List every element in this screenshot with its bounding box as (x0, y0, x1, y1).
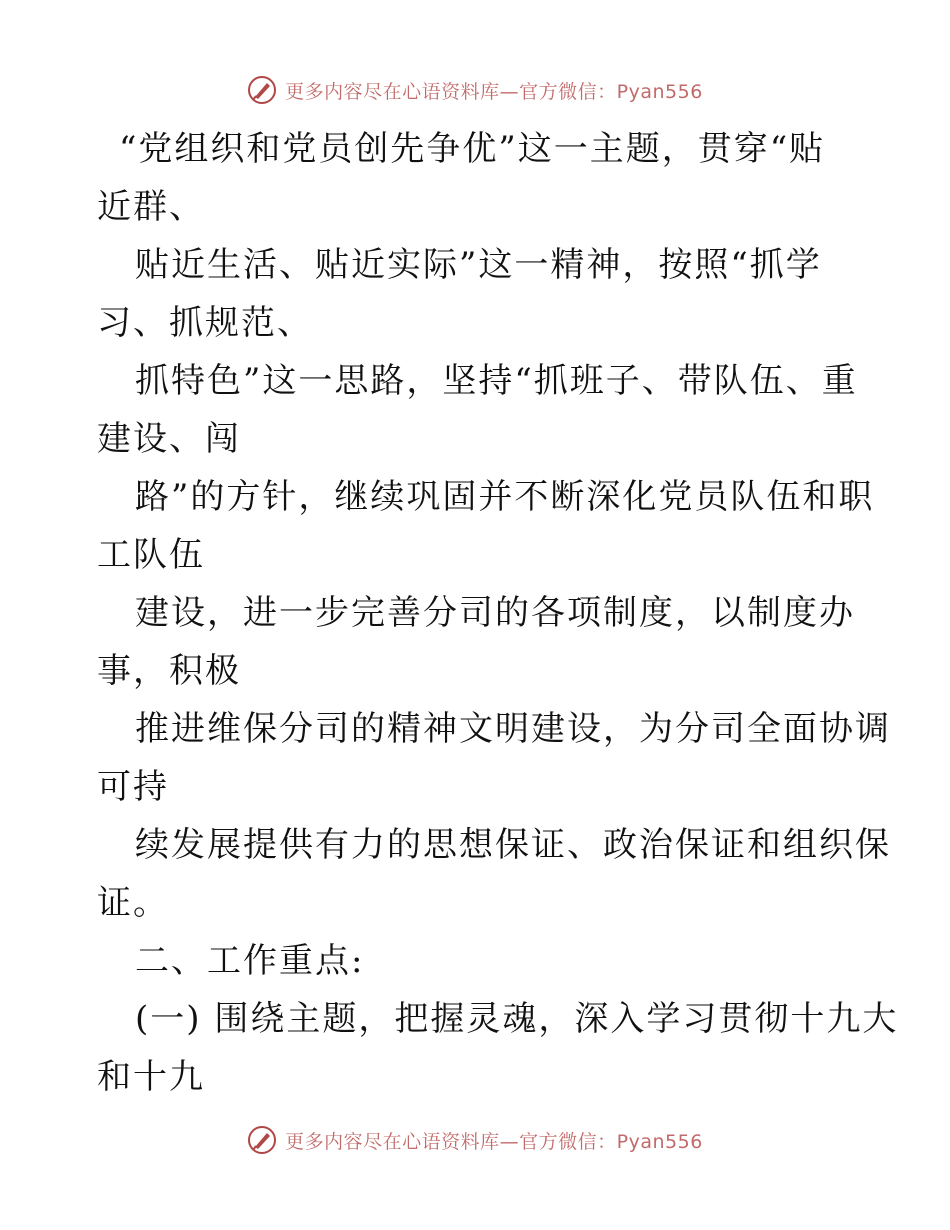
text-line: 贴近生活、贴近实际”这一精神，按照“抓学 (135, 245, 822, 285)
text-line: 续发展提供有力的思想保证、政治保证和组织保 (135, 825, 891, 865)
text-line: 可持 (97, 767, 169, 807)
text-line: 近群、 (97, 187, 205, 227)
text-line: 事，积极 (97, 651, 241, 691)
footer-watermark (0, 1120, 950, 1160)
text-line: 证。 (97, 883, 169, 923)
watermark-text: 更多内容尽在心语资料库—官方微信：Pyan556 (285, 1130, 703, 1153)
header-watermark (0, 70, 950, 110)
quill-pen-logo-icon (247, 1125, 277, 1155)
text-line: 和十九 (97, 1057, 205, 1097)
text-line: 路”的方针，继续巩固并不断深化党员队伍和职 (135, 477, 875, 517)
text-line: 建设、闯 (97, 419, 241, 459)
text-line: 工队伍 (97, 535, 205, 575)
text-line: 习、抓规范、 (97, 303, 313, 343)
watermark-text: 更多内容尽在心语资料库—官方微信：Pyan556 (285, 80, 703, 103)
document-body (97, 120, 899, 1106)
text-line: 建设，进一步完善分司的各项制度，以制度办 (135, 593, 855, 633)
text-line: 抓特色”这一思路，坚持“抓班子、带队伍、重 (135, 361, 858, 401)
text-line: 推进维保分司的精神文明建设，为分司全面协调 (135, 709, 891, 749)
quill-pen-logo-icon (247, 75, 277, 105)
section-heading: 二、工作重点: (135, 941, 365, 981)
text-line: (一) 围绕主题，把握灵魂，深入学习贯彻十九大 (135, 999, 899, 1039)
text-line: “党组织和党员创先争优”这一主题，贯穿“贴 (119, 129, 826, 169)
